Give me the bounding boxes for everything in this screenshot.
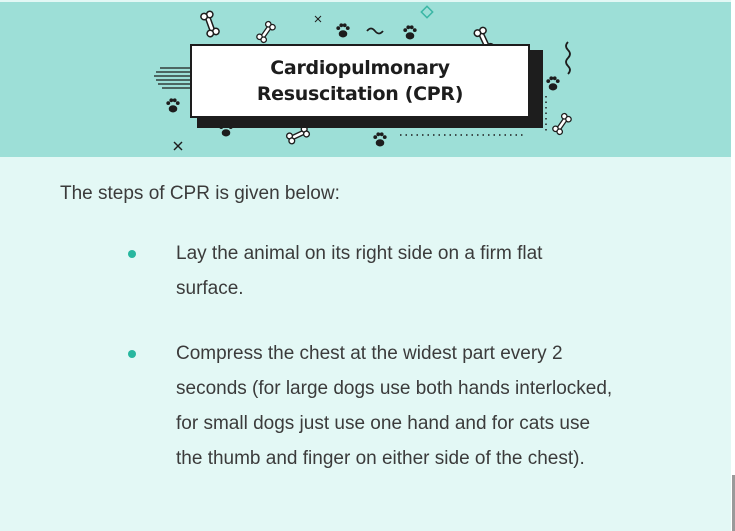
squiggle-icon [566, 42, 570, 74]
paw-icon [336, 23, 349, 37]
bullet-icon [128, 350, 136, 358]
paw-icon [403, 25, 416, 39]
intro-text: The steps of CPR is given below: [60, 183, 340, 204]
cross-icon [315, 16, 321, 22]
speed-lines [154, 68, 190, 88]
paw-icon [546, 76, 559, 90]
step-text: Lay the animal on its right side on a firm flat surface. [176, 243, 543, 299]
bone-icon [286, 125, 311, 144]
page-title [257, 55, 463, 107]
steps-list [0, 236, 731, 506]
list-item [0, 336, 731, 476]
bullet-icon [128, 250, 136, 258]
diamond-icon [421, 6, 432, 17]
header-banner [0, 2, 731, 157]
bone-icon [200, 10, 220, 37]
paw-icon [166, 98, 179, 112]
bone-icon [552, 112, 573, 135]
title-line-2: Resuscitation (CPR) [256, 83, 464, 105]
step-text: Compress the chest at the widest part every 2 seconds (for large dogs use both hands interlocked, for small dogs just use one hand and for cats use the thumb and finger on either side of the chest). [176, 343, 613, 469]
title-box [190, 44, 530, 118]
list-item [0, 236, 731, 306]
title-line-1: Cardiopulmonary [270, 57, 450, 79]
squiggle-icon [367, 29, 383, 34]
bone-icon [256, 20, 277, 43]
paw-icon [373, 132, 386, 146]
cross-icon [174, 142, 182, 150]
